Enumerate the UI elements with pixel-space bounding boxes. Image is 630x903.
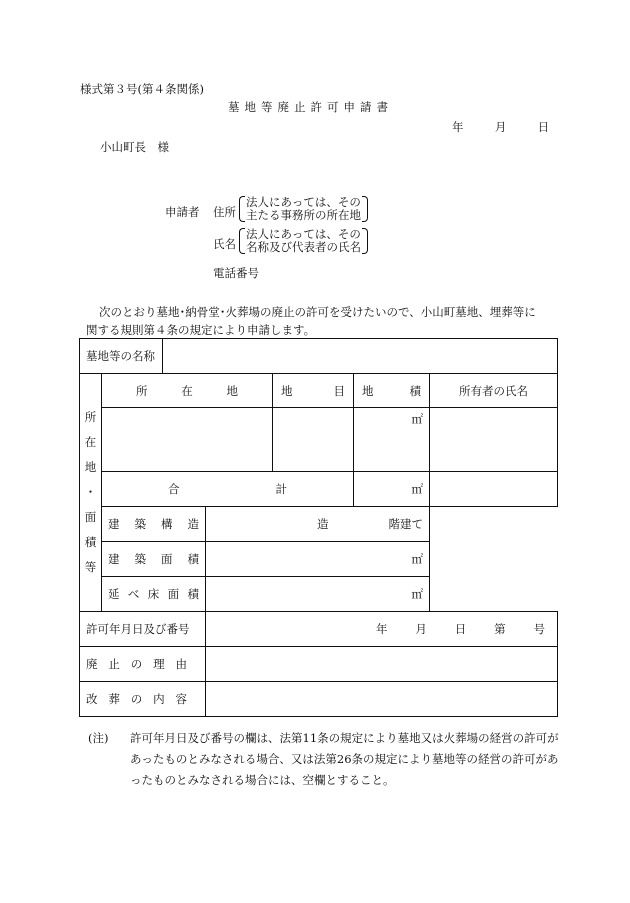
building-area-value[interactable] bbox=[206, 542, 430, 577]
col-location: 所 在 地 bbox=[102, 374, 273, 408]
floor-area-value[interactable] bbox=[206, 577, 430, 612]
address-label: 住所 bbox=[213, 205, 236, 219]
structure-unit-1: 造 bbox=[317, 517, 329, 531]
date-line bbox=[452, 119, 549, 135]
permit-year: 年 bbox=[376, 622, 388, 636]
structure-value[interactable] bbox=[206, 507, 430, 542]
structure-unit-2: 階建て bbox=[388, 517, 423, 531]
name-hint bbox=[239, 228, 368, 254]
facility-name-label: 墓地等の名称 bbox=[80, 339, 163, 374]
applicant-label: 申請者 bbox=[165, 205, 200, 219]
body-line-1: 次のとおり墓地･納骨堂･火葬場の廃止の許可を受けたいので、小山町墓地、埋葬等に bbox=[99, 305, 536, 319]
note-text: 許可年月日及び番号の欄は、法第11条の規定により墓地又は火葬場の経営の許可があったものとみなされる場合、又は法第26条の規定により墓地等の経営の許可があったものとみなされる場合には、空欄とすること。 bbox=[130, 731, 559, 787]
location-area-label: 所 在 地 ・ 面 積 等 bbox=[80, 374, 102, 612]
col-land-area: 地 積 bbox=[354, 374, 430, 408]
location-value[interactable] bbox=[102, 408, 273, 472]
facility-name-value[interactable] bbox=[163, 339, 558, 374]
col-owner: 所有者の氏名 bbox=[430, 374, 558, 408]
reason-value[interactable] bbox=[206, 647, 558, 682]
reburial-label: 改 葬 の 内 容 bbox=[80, 682, 206, 717]
application-table bbox=[79, 338, 558, 717]
date-day: 日 bbox=[537, 120, 550, 134]
phone-label: 電話番号 bbox=[213, 266, 259, 280]
permit-label: 許可年月日及び番号 bbox=[80, 612, 206, 647]
land-area-value[interactable] bbox=[354, 408, 430, 472]
document-title: 墓地等廃止許可申請書 bbox=[228, 100, 393, 114]
reburial-value[interactable] bbox=[206, 682, 558, 717]
name-label: 氏名 bbox=[213, 237, 236, 251]
date-year: 年 bbox=[452, 120, 464, 134]
col-land-category: 地 目 bbox=[273, 374, 354, 408]
form-id: 様式第３号(第４条関係) bbox=[80, 82, 204, 96]
address-hint-line2: 主たる事務所の所在地 bbox=[246, 208, 361, 222]
total-label: 合 計 bbox=[102, 472, 354, 507]
unit-m2: ㎡ bbox=[411, 482, 423, 496]
permit-month: 月 bbox=[415, 622, 427, 636]
total-empty bbox=[430, 472, 558, 507]
permit-value[interactable] bbox=[206, 612, 558, 647]
note bbox=[80, 728, 560, 791]
permit-go: 号 bbox=[533, 622, 545, 636]
structure-label: 建 築 構 造 bbox=[102, 507, 206, 542]
date-month: 月 bbox=[494, 120, 507, 134]
owner-value[interactable] bbox=[430, 408, 558, 472]
permit-day: 日 bbox=[454, 622, 467, 636]
address-hint bbox=[239, 196, 368, 222]
note-prefix: (注) bbox=[88, 731, 109, 745]
unit-m2: ㎡ bbox=[411, 412, 423, 426]
reason-label: 廃 止 の 理 由 bbox=[80, 647, 206, 682]
name-hint-line1: 法人にあっては、その bbox=[246, 227, 361, 241]
address-hint-line1: 法人にあっては、その bbox=[246, 195, 361, 209]
building-area-label: 建 築 面 積 bbox=[102, 542, 206, 577]
unit-m2: ㎡ bbox=[411, 587, 423, 601]
name-hint-line2: 名称及び代表者の氏名 bbox=[246, 240, 361, 254]
unit-m2: ㎡ bbox=[411, 552, 423, 566]
floor-area-label: 延 べ 床 面 積 bbox=[102, 577, 206, 612]
body-line-2: 関する規則第４条の規定により申請します。 bbox=[86, 323, 316, 337]
addressee: 小山町長 様 bbox=[100, 140, 169, 154]
permit-dai: 第 bbox=[494, 622, 506, 636]
total-area-value[interactable] bbox=[354, 472, 430, 507]
land-category-value[interactable] bbox=[273, 408, 354, 472]
